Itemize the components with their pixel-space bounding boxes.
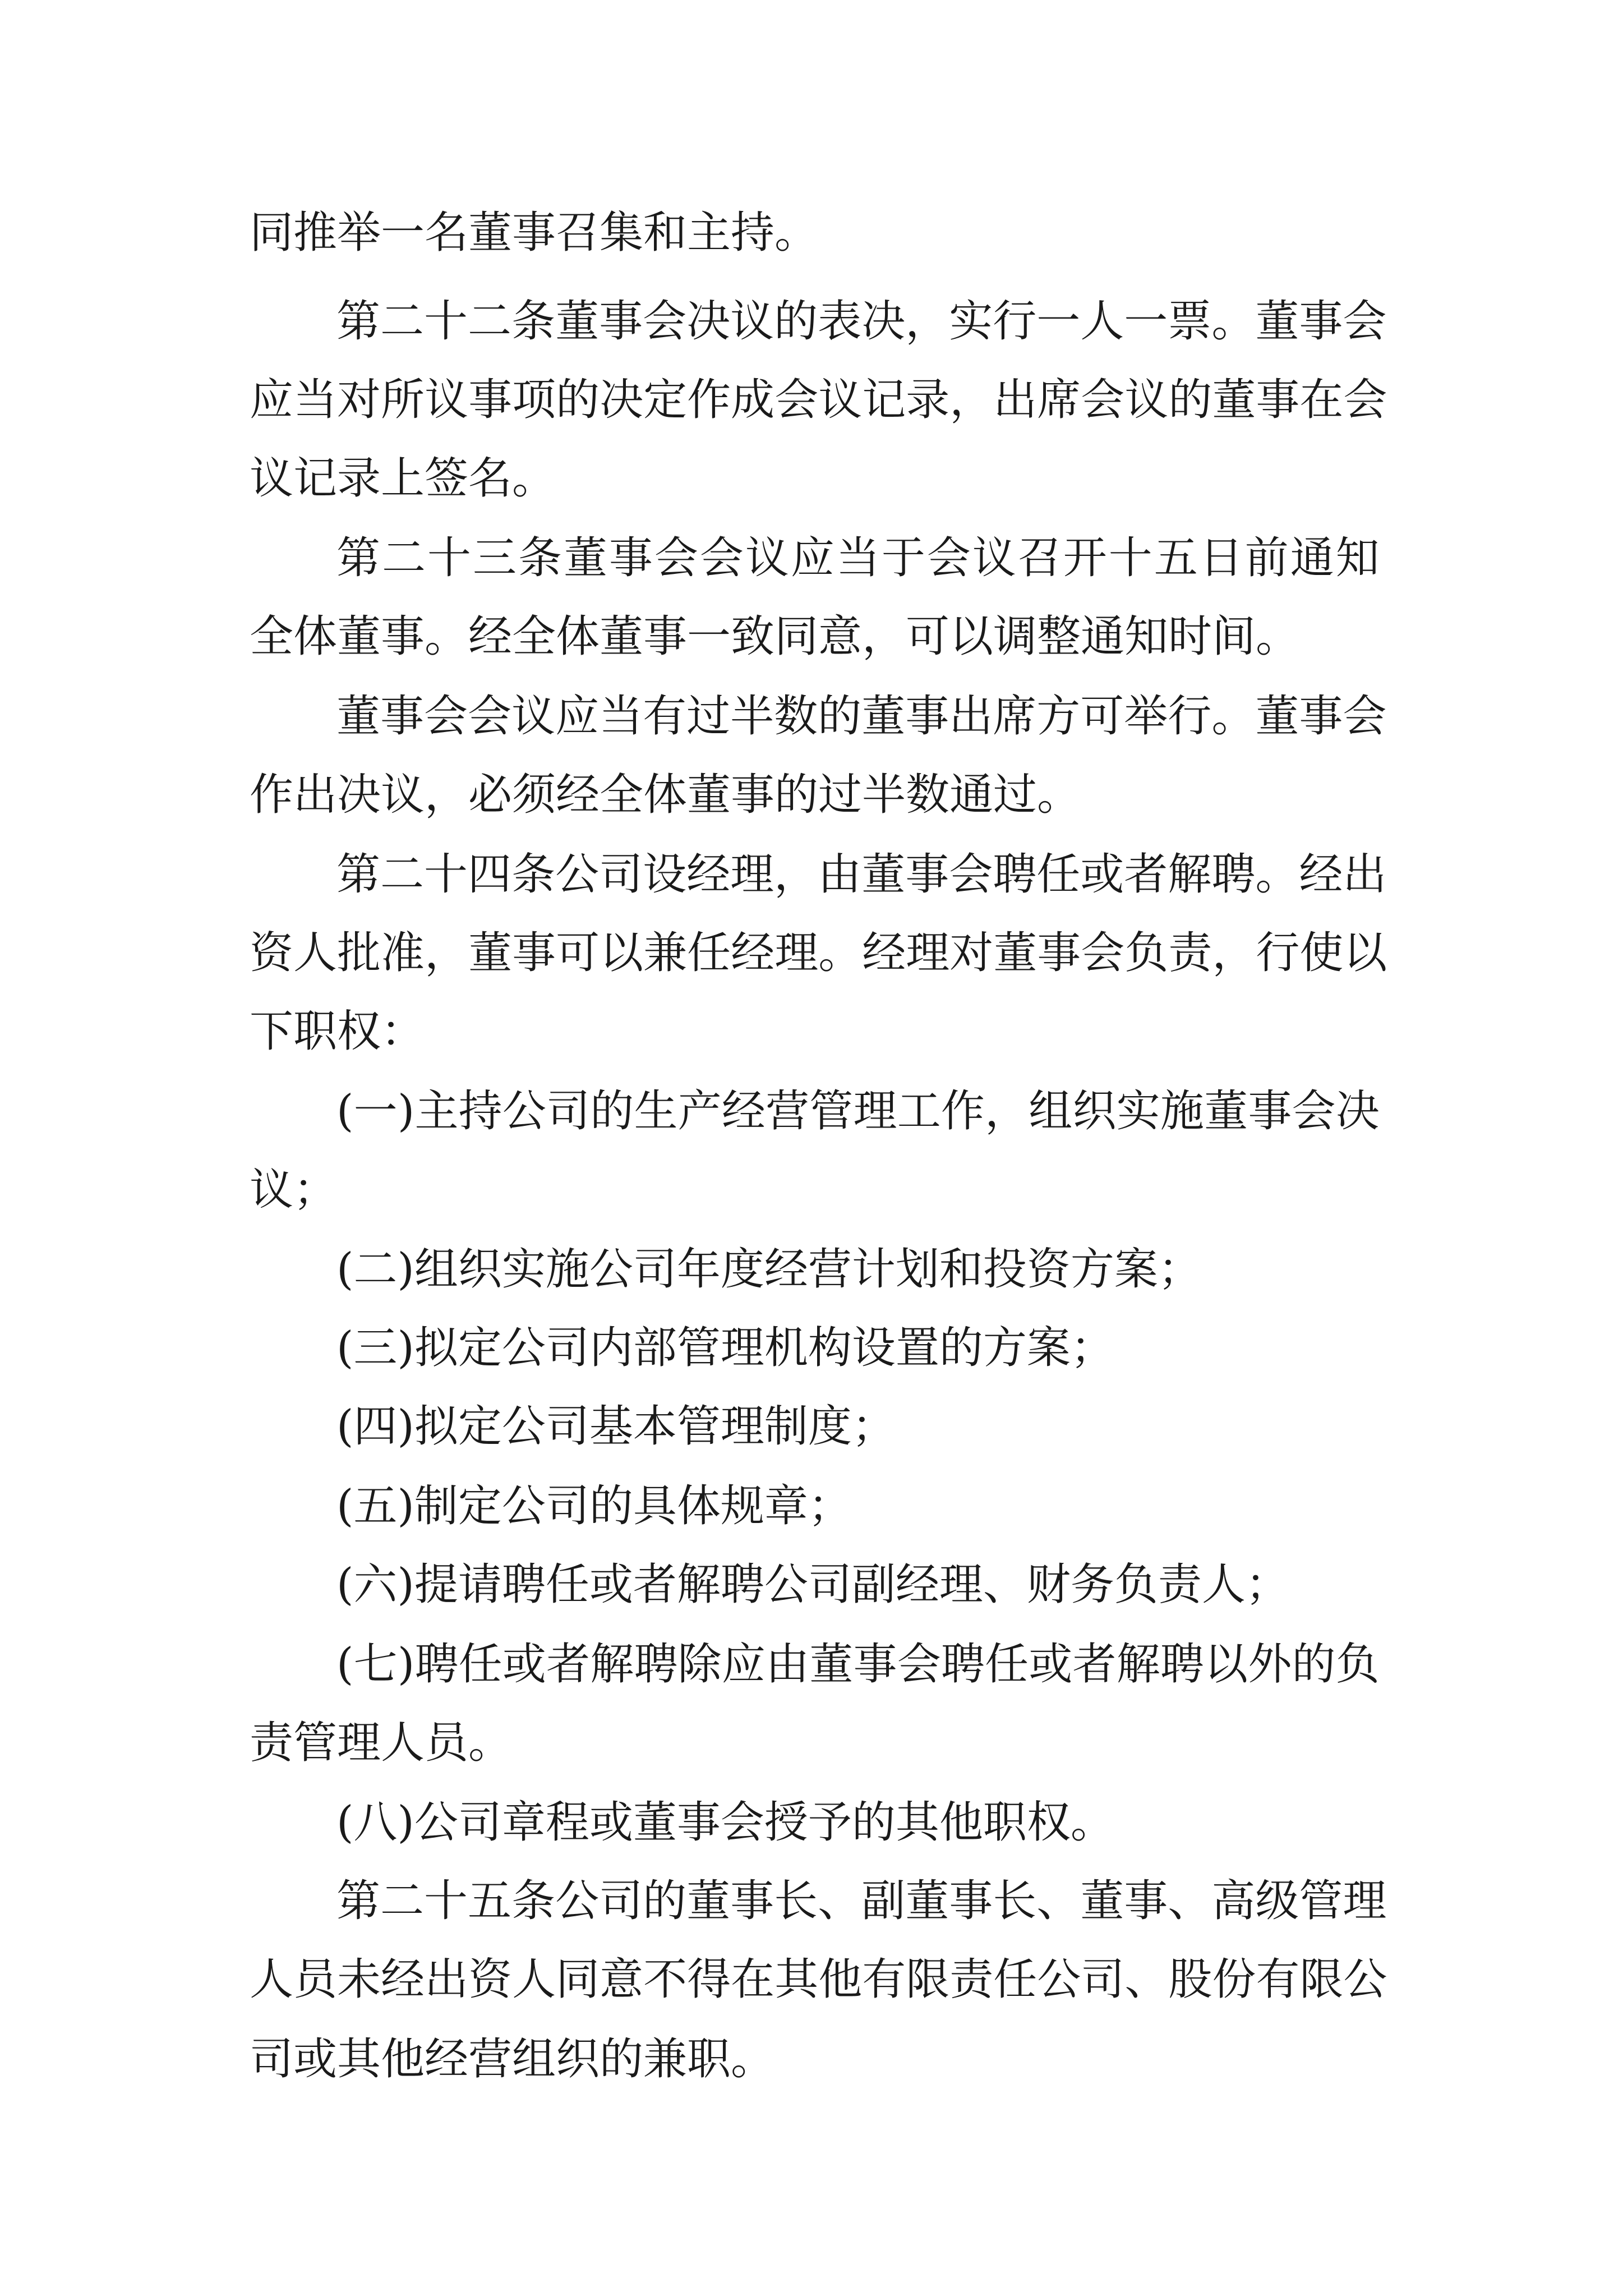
text-line-19: ( 七 ) 聘 任 或 者 解 聘 除 应 由 董 事 会 聘 任 或 者 解 聘 以 外 的 负 xyxy=(336,1639,1380,1690)
text-line-7: 董 事 会 会 议 应 当 有 过 半 数 的 董 事 出 席 方 可 举 行 。 董 事 会 xyxy=(336,691,1387,742)
text-line-23: 人 员 未 经 出 资 人 同 意 不 得 在 其 他 有 限 责 任 公 司 、 股 份 有 限 公 xyxy=(250,1954,1387,2005)
text-line-17: (五)制定公司的具体规章； xyxy=(336,1481,852,1531)
text-line-5: 第 二 十 三 条 董 事 会 会 议 应 当 于 会 议 召 开 十 五 日 前 通 知 xyxy=(336,533,1380,583)
text-line-2: 第 二 十 二 条 董 事 会 决 议 的 表 决 ， 实 行 一 人 一 票 。 董 事 会 xyxy=(336,296,1387,347)
text-line-1: 同推举一名董事召集和主持。 xyxy=(250,208,819,258)
text-line-22: 第 二 十 五 条 公 司 的 董 事 长 、 副 董 事 长 、 董 事 、 高 级 管 理 xyxy=(336,1876,1387,1926)
text-line-4: 议记录上签名。 xyxy=(250,453,556,504)
text-line-16: (四)拟定公司基本管理制度； xyxy=(336,1401,896,1452)
text-line-20: 责管理人员。 xyxy=(250,1718,513,1768)
text-line-15: (三)拟定公司内部管理机构设置的方案； xyxy=(336,1323,1114,1373)
text-line-14: (二)组织实施公司年度经营计划和投资方案； xyxy=(336,1244,1202,1295)
text-line-12: ( 一 ) 主 持 公 司 的 生 产 经 营 管 理 工 作 ， 组 织 实 施 董 事 会 决 xyxy=(336,1086,1380,1137)
text-line-21: (八)公司章程或董事会授予的其他职权。 xyxy=(336,1797,1114,1848)
text-line-11: 下职权： xyxy=(250,1006,425,1057)
text-line-9: 第 二 十 四 条 公 司 设 经 理 ， 由 董 事 会 聘 任 或 者 解 聘 。 经 出 xyxy=(336,849,1387,900)
text-line-6: 全体董事。经全体董事一致同意，可以调整通知时间。 xyxy=(250,611,1300,662)
text-line-3: 应 当 对 所 议 事 项 的 决 定 作 成 会 议 记 录 ， 出 席 会 议 的 董 事 在 会 xyxy=(250,375,1387,425)
text-line-13: 议； xyxy=(250,1165,338,1215)
text-line-24: 司或其他经营组织的兼职。 xyxy=(250,2034,775,2085)
text-line-18: (六)提请聘任或者解聘公司副经理、财务负责人； xyxy=(336,1559,1289,1610)
text-line-8: 作出决议，必须经全体董事的过半数通过。 xyxy=(250,770,1081,820)
text-line-10: 资 人 批 准 ， 董 事 可 以 兼 任 经 理 。 经 理 对 董 事 会 负 责 ， 行 使 以 xyxy=(250,928,1387,978)
